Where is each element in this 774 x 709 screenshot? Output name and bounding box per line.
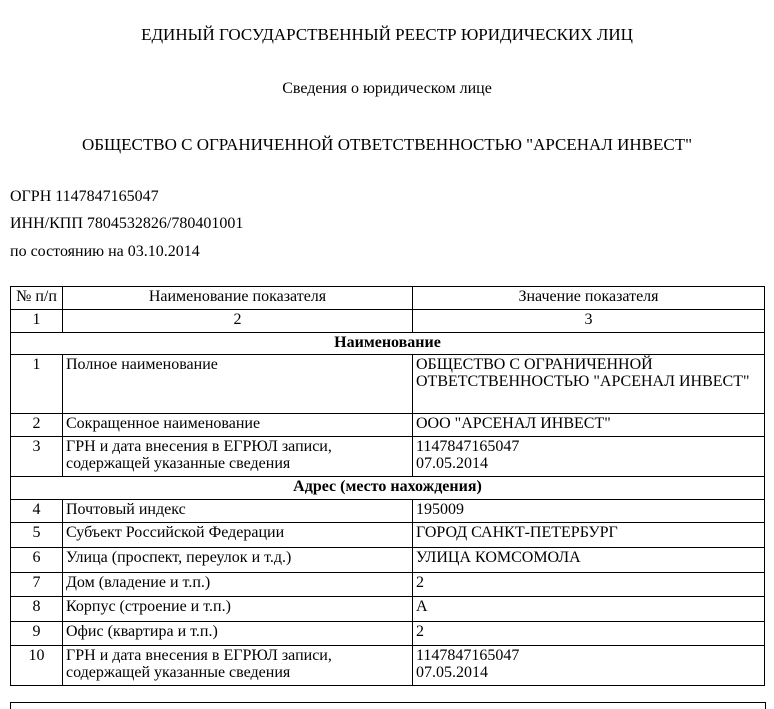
indicator-name: Почтовый индекс	[63, 500, 413, 523]
row-number: 1	[11, 355, 63, 414]
indicator-name: Дом (владение и т.п.)	[63, 573, 413, 597]
indicator-name: Полное наименование	[63, 355, 413, 414]
table-row	[11, 523, 765, 548]
indicator-value: 195009	[413, 500, 765, 523]
indicator-name: ГРН и дата внесения в ЕГРЮЛ записи, содержащей указанные сведения	[63, 646, 413, 686]
table-body	[11, 333, 765, 686]
table-row	[11, 355, 765, 414]
registry-title: ЕДИНЫЙ ГОСУДАРСТВЕННЫЙ РЕЕСТР ЮРИДИЧЕСКИХ ЛИЦ	[141, 25, 633, 44]
as-of-date-line: по состоянию на 03.10.2014	[10, 243, 200, 260]
indicator-name: Улица (проспект, переулок и т.д.)	[63, 548, 413, 573]
row-number: 9	[11, 622, 63, 646]
section-header-row	[11, 333, 765, 355]
company-name-heading: ОБЩЕСТВО С ОГРАНИЧЕННОЙ ОТВЕТСТВЕННОСТЬЮ "АРСЕНАЛ ИНВЕСТ"	[81, 135, 693, 154]
indicator-name: Субъект Российской Федерации	[63, 523, 413, 548]
next-section-partial	[0, 701, 774, 709]
row-number: 4	[11, 500, 63, 523]
column-numbers-row	[11, 310, 765, 333]
table-row	[11, 500, 765, 523]
indicator-value: А	[413, 597, 765, 622]
section-header-row	[11, 477, 765, 500]
indicator-value: ОБЩЕСТВО С ОГРАНИЧЕННОЙ ОТВЕТСТВЕННОСТЬЮ "АРСЕНАЛ ИНВЕСТ"	[413, 355, 765, 414]
indicator-name: Корпус (строение и т.п.)	[63, 597, 413, 622]
row-number: 7	[11, 573, 63, 597]
column-number: 3	[413, 310, 765, 333]
row-number: 2	[11, 414, 63, 437]
ogrn-line: ОГРН 1147847165047	[10, 188, 159, 205]
indicator-value: 2	[413, 573, 765, 597]
table-row	[11, 414, 765, 437]
table-header-row	[11, 287, 765, 310]
indicator-name: Сокращенное наименование	[63, 414, 413, 437]
row-number: 6	[11, 548, 63, 573]
indicator-value: УЛИЦА КОМСОМОЛА	[413, 548, 765, 573]
section-title: Адрес (место нахождения)	[11, 477, 765, 500]
section-title: Наименование	[11, 333, 765, 355]
header-indicator-value: Значение показателя	[413, 287, 765, 310]
column-number: 1	[11, 310, 63, 333]
indicator-name: ГРН и дата внесения в ЕГРЮЛ записи, содержащей указанные сведения	[63, 437, 413, 477]
inn-kpp-line: ИНН/КПП 7804532826/780401001	[10, 215, 244, 232]
registry-table	[10, 286, 765, 686]
header-number: № п/п	[11, 287, 63, 310]
table-row	[11, 437, 765, 477]
indicator-value: 2	[413, 622, 765, 646]
row-number: 5	[11, 523, 63, 548]
document-subtitle: Сведения о юридическом лице	[282, 80, 492, 97]
indicator-value: ООО "АРСЕНАЛ ИНВЕСТ"	[413, 414, 765, 437]
indicator-value: 1147847165047 07.05.2014	[413, 437, 765, 477]
column-number: 2	[63, 310, 413, 333]
table-row	[11, 573, 765, 597]
table-row	[11, 597, 765, 622]
indicator-value: ГОРОД САНКТ-ПЕТЕРБУРГ	[413, 523, 765, 548]
table-row	[11, 548, 765, 573]
indicator-value: 1147847165047 07.05.2014	[413, 646, 765, 686]
header-indicator-name: Наименование показателя	[63, 287, 413, 310]
table-row	[11, 646, 765, 686]
indicator-name: Офис (квартира и т.п.)	[63, 622, 413, 646]
table-row	[11, 622, 765, 646]
row-number: 3	[11, 437, 63, 477]
row-number: 10	[11, 646, 63, 686]
row-number: 8	[11, 597, 63, 622]
